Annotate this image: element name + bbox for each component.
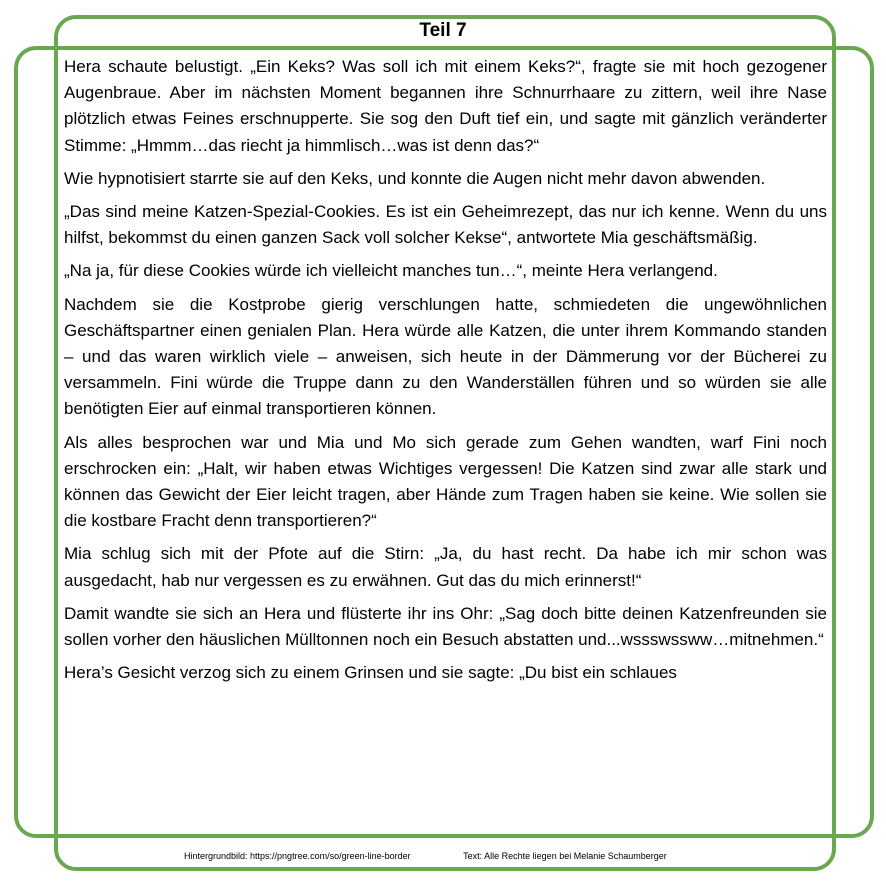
text-credit: Text: Alle Rechte liegen bei Melanie Schaumberger [463,851,667,861]
paragraph: Hera’s Gesicht verzog sich zu einem Grinsen und sie sagte: „Du bist ein schlaues [64,663,677,683]
paragraph: Mia schlug sich mit der Pfote auf die Stirn: „Ja, du hast recht. Da habe ich mir schon was ausgedacht, hab nur vergessen es zu erwähnen. Gut das du mich erinnerst!“ [64,544,827,590]
paragraph: Als alles besprochen war und Mia und Mo sich gerade zum Gehen wandten, warf Fini noch erschrocken ein: „Halt, wir haben etwas Wichtiges vergessen! Die Katzen sind zwar alle stark und können das Gewicht der Eier leicht tragen, aber Hände zum Tragen haben sie keine. Wie sollen sie die kostbare Fracht denn transportieren?“ [64,432,827,531]
background-credit: Hintergrundbild: https://pngtree.com/so/green-line-border [184,851,411,861]
page-title: Teil 7 [419,20,467,41]
paragraph: Wie hypnotisiert starrte sie auf den Keks, und konnte die Augen nicht mehr davon abwenden. [64,168,766,188]
story-text [64,54,827,693]
paragraph: „Das sind meine Katzen-Spezial-Cookies. Es ist ein Geheimrezept, das nur ich kenne. Wenn du uns hilfst, bekommst du einen ganzen Sack voll solcher Kekse“, antwortete Mia geschäftsmäßig. [64,202,827,248]
paragraph: Hera schaute belustigt. „Ein Keks? Was soll ich mit einem Keks?“, fragte sie mit hoch gezogener Augenbraue. Aber im nächsten Moment begannen ihre Schnurrhaare zu zittern, weil ihre Nase plötzlich etwas Feines erschnupperte. Sie sog den Duft tief ein, und sagte mit gänzlich veränderter Stimme: „Hmmm…das riecht ja himmlisch…was ist denn das?“ [64,57,827,155]
paragraph: Nachdem sie die Kostprobe gierig verschlungen hatte, schmiedeten die ungewöhnlichen Geschäftspartner einen genialen Plan. Hera würde alle Katzen, die unter ihrem Kommando standen – und das waren wirklich viele – anweisen, sich heute in der Dämmerung vor der Bücherei zu versammeln. Fini würde die Truppe dann zu den Wanderställen führen und so würden sie alle benötigten Eier auf einmal transportieren können. [64,294,827,419]
paragraph: Damit wandte sie sich an Hera und flüsterte ihr ins Ohr: „Sag doch bitte deinen Katzenfreunden sie sollen vorher den häuslichen Mülltonnen noch ein Besuch abstatten und...wssswssww…mitnehmen.“ [64,603,827,650]
footer-credits [184,851,667,861]
paragraph: „Na ja, für diese Cookies würde ich vielleicht manches tun…“, meinte Hera verlangend. [64,261,718,281]
